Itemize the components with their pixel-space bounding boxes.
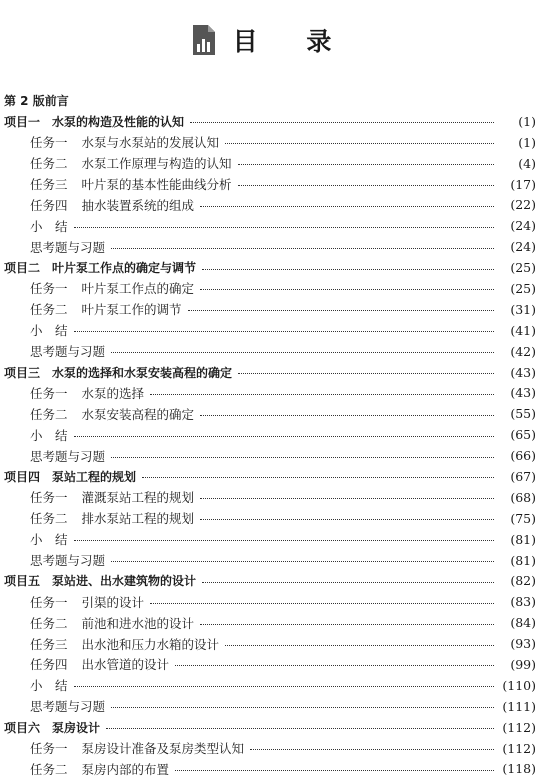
toc-preface-row	[0, 90, 542, 111]
toc-entry-title	[0, 614, 194, 632]
section-number: 任务二	[30, 761, 68, 777]
dot-leader	[190, 121, 494, 123]
toc-chapter-row	[0, 362, 542, 383]
page-number: (31)	[510, 301, 536, 317]
toc-entry-title	[0, 217, 68, 235]
toc-section-row	[0, 612, 542, 633]
toc-section-row	[0, 529, 542, 550]
toc-entry-title	[0, 384, 144, 402]
entry-label: 思考题与习题	[30, 239, 106, 255]
toc-section-row	[0, 675, 542, 696]
toc-section-row	[0, 174, 542, 195]
toc-section-row	[0, 633, 542, 654]
toc-section-row	[0, 759, 542, 780]
toc-entry-title	[0, 259, 196, 276]
entry-label: 思考题与习题	[30, 699, 106, 715]
page-number: (81)	[510, 552, 536, 568]
entry-label: 泵房内部的布置	[81, 761, 170, 777]
toc-chapter-row	[0, 570, 542, 591]
entry-label: 泵房设计	[52, 720, 101, 735]
entry-label: 引渠的设计	[81, 594, 145, 610]
dot-leader	[225, 142, 494, 144]
dot-leader	[74, 435, 494, 437]
page-number: (43)	[510, 364, 536, 380]
page-title: 目 录	[232, 27, 352, 56]
section-number: 任务一	[30, 741, 68, 757]
entry-label: 泵房设计准备及泵房类型认知	[81, 741, 245, 757]
toc-entry-title	[0, 572, 196, 589]
toc-section-row	[0, 132, 542, 153]
page-number: (1)	[518, 134, 536, 150]
toc-entry-title	[0, 719, 100, 736]
dot-leader	[200, 518, 494, 520]
toc-section-row	[0, 487, 542, 508]
section-number: 任务二	[30, 406, 68, 422]
toc-section-row	[0, 445, 542, 466]
toc-entry-title	[0, 760, 169, 778]
entry-label: 小 结	[30, 427, 68, 443]
section-number: 任务一	[30, 135, 68, 151]
dot-leader	[111, 247, 494, 249]
entry-label: 水泵与水泵站的发展认知	[81, 135, 220, 151]
section-number: 任务三	[30, 636, 68, 652]
entry-label: 出水池和压力水箱的设计	[81, 636, 220, 652]
toc-entry-title	[0, 468, 136, 485]
toc-section-row	[0, 654, 542, 675]
dot-leader	[238, 184, 494, 186]
toc-section-row	[0, 550, 542, 571]
chapter-number: 项目三	[4, 365, 41, 380]
toc-section-row	[0, 299, 542, 320]
toc-chapter-row	[0, 717, 542, 738]
dot-leader	[74, 226, 494, 228]
dot-leader	[111, 560, 494, 562]
entry-label: 水泵安装高程的确定	[81, 406, 195, 422]
table-of-contents	[0, 90, 542, 779]
toc-entry-title	[0, 175, 232, 193]
entry-label: 第 2 版前言	[4, 93, 69, 108]
toc-section-row	[0, 341, 542, 362]
entry-label: 水泵的构造及性能的认知	[52, 114, 185, 129]
dot-leader	[250, 748, 494, 750]
toc-section-row	[0, 591, 542, 612]
section-number: 任务一	[30, 281, 68, 297]
dot-leader	[150, 602, 494, 604]
page-number: (118)	[502, 761, 536, 777]
page-number: (67)	[510, 468, 536, 484]
dot-leader	[202, 268, 494, 270]
chapter-number: 项目六	[4, 720, 41, 735]
entry-label: 水泵的选择和水泵安装高程的确定	[52, 365, 233, 380]
page-number: (25)	[510, 280, 536, 296]
section-number: 任务四	[30, 197, 68, 213]
toc-entry-title	[0, 133, 219, 151]
toc-entry-title	[0, 593, 144, 611]
dot-leader	[200, 497, 494, 499]
page-number: (24)	[510, 218, 536, 234]
toc-entry-title	[0, 92, 69, 109]
page-number: (112)	[502, 740, 536, 756]
entry-label: 小 结	[30, 532, 68, 548]
page-number: (55)	[510, 406, 536, 422]
entry-label: 叶片泵工作点的确定	[81, 281, 195, 297]
section-number: 任务三	[30, 177, 68, 192]
toc-section-row	[0, 738, 542, 759]
entry-label: 叶片泵工作点的确定与调节	[52, 261, 197, 276]
toc-entry-title	[0, 739, 244, 757]
toc-section-row	[0, 424, 542, 445]
page-number: (75)	[510, 510, 536, 526]
toc-chapter-row	[0, 466, 542, 487]
section-number: 任务一	[30, 490, 68, 506]
dot-leader	[106, 727, 494, 729]
page-number: (42)	[510, 343, 536, 359]
dot-leader	[225, 644, 494, 646]
toc-section-row	[0, 696, 542, 717]
toc-entry-title	[0, 509, 194, 527]
toc-entry-title	[0, 405, 194, 423]
dot-leader	[188, 309, 494, 311]
entry-label: 水泵的选择	[81, 385, 145, 401]
dot-leader	[175, 664, 494, 666]
toc-entry-title	[0, 238, 105, 256]
toc-entry-title	[0, 196, 194, 214]
dot-leader	[74, 330, 494, 332]
toc-chapter-row	[0, 111, 542, 132]
entry-label: 出水管道的设计	[81, 657, 170, 673]
dot-leader	[74, 685, 494, 687]
page-number: (17)	[510, 176, 536, 192]
page-number: (66)	[510, 448, 536, 464]
entry-label: 灌溉泵站工程的规划	[81, 490, 195, 506]
dot-leader	[111, 706, 494, 708]
page-number: (81)	[510, 531, 536, 547]
dot-leader	[200, 623, 494, 625]
page-number: (65)	[510, 427, 536, 443]
dot-leader	[175, 769, 494, 771]
toc-section-row	[0, 194, 542, 215]
toc-entry-title	[0, 635, 219, 653]
toc-entry-title	[0, 300, 182, 318]
entry-label: 小 结	[30, 678, 68, 694]
entry-label: 小 结	[30, 218, 68, 234]
dot-leader	[200, 288, 494, 290]
toc-entry-title	[0, 321, 68, 339]
page-number: (82)	[510, 573, 536, 589]
entry-label: 前池和进水池的设计	[81, 615, 195, 631]
page-number: (99)	[510, 656, 536, 672]
section-number: 任务四	[30, 657, 68, 673]
dot-leader	[238, 163, 494, 165]
page-number: (68)	[510, 489, 536, 505]
section-number: 任务一	[30, 594, 68, 610]
toc-section-row	[0, 382, 542, 403]
toc-section-row	[0, 403, 542, 424]
section-number: 任务一	[30, 385, 68, 401]
toc-entry-title	[0, 342, 105, 360]
page-number: (41)	[510, 322, 536, 338]
entry-label: 水泵工作原理与构造的认知	[81, 156, 232, 172]
section-number: 任务二	[30, 511, 68, 527]
page-number: (22)	[510, 197, 536, 213]
section-number: 任务二	[30, 156, 68, 172]
entry-label: 泵站工程的规划	[52, 469, 137, 484]
page-number: (112)	[502, 719, 536, 735]
dot-leader	[238, 372, 494, 374]
section-number: 任务二	[30, 302, 68, 318]
entry-label: 叶片泵的基本性能曲线分析	[81, 177, 232, 192]
entry-label: 泵站进、出水建筑物的设计	[52, 574, 197, 589]
toc-entry-title	[0, 676, 68, 694]
entry-label: 小 结	[30, 323, 68, 339]
toc-entry-title	[0, 551, 105, 569]
chapter-number: 项目四	[4, 469, 41, 484]
toc-entry-title	[0, 655, 169, 673]
dot-leader	[200, 414, 494, 416]
toc-section-row	[0, 153, 542, 174]
page-number: (1)	[518, 113, 536, 129]
toc-entry-title	[0, 154, 232, 172]
dot-leader	[111, 351, 494, 353]
chapter-number: 项目二	[4, 261, 41, 276]
entry-label: 思考题与习题	[30, 553, 106, 569]
page-number: (24)	[510, 239, 536, 255]
entry-label: 叶片泵工作的调节	[81, 302, 182, 318]
document-chart-icon	[191, 24, 217, 56]
entry-label: 思考题与习题	[30, 448, 106, 464]
dot-leader	[74, 539, 494, 541]
dot-leader	[200, 205, 494, 207]
entry-label: 抽水装置系统的组成	[81, 197, 195, 213]
chapter-number: 项目五	[4, 574, 41, 589]
page-number: (25)	[510, 260, 536, 276]
toc-entry-title	[0, 488, 194, 506]
toc-entry-title	[0, 426, 68, 444]
dot-leader	[142, 476, 494, 478]
entry-label: 排水泵站工程的规划	[81, 511, 195, 527]
entry-label: 思考题与习题	[30, 344, 106, 360]
page-number: (4)	[518, 155, 536, 171]
toc-chapter-row	[0, 257, 542, 278]
page-number: (84)	[510, 615, 536, 631]
toc-title	[0, 20, 542, 60]
page-number: (43)	[510, 385, 536, 401]
toc-entry-title	[0, 364, 232, 381]
toc-entry-title	[0, 113, 184, 130]
section-number: 任务二	[30, 615, 68, 631]
toc-section-row	[0, 236, 542, 257]
toc-entry-title	[0, 697, 105, 715]
toc-section-row	[0, 215, 542, 236]
toc-entry-title	[0, 279, 194, 297]
toc-entry-title	[0, 530, 68, 548]
page-number: (110)	[502, 677, 536, 693]
page-number: (83)	[510, 594, 536, 610]
toc-entry-title	[0, 447, 105, 465]
toc-section-row	[0, 508, 542, 529]
page-number: (93)	[510, 636, 536, 652]
page-number: (111)	[502, 698, 536, 714]
toc-section-row	[0, 320, 542, 341]
dot-leader	[150, 393, 494, 395]
dot-leader	[202, 581, 494, 583]
chapter-number: 项目一	[4, 114, 41, 129]
toc-section-row	[0, 278, 542, 299]
dot-leader	[111, 456, 494, 458]
